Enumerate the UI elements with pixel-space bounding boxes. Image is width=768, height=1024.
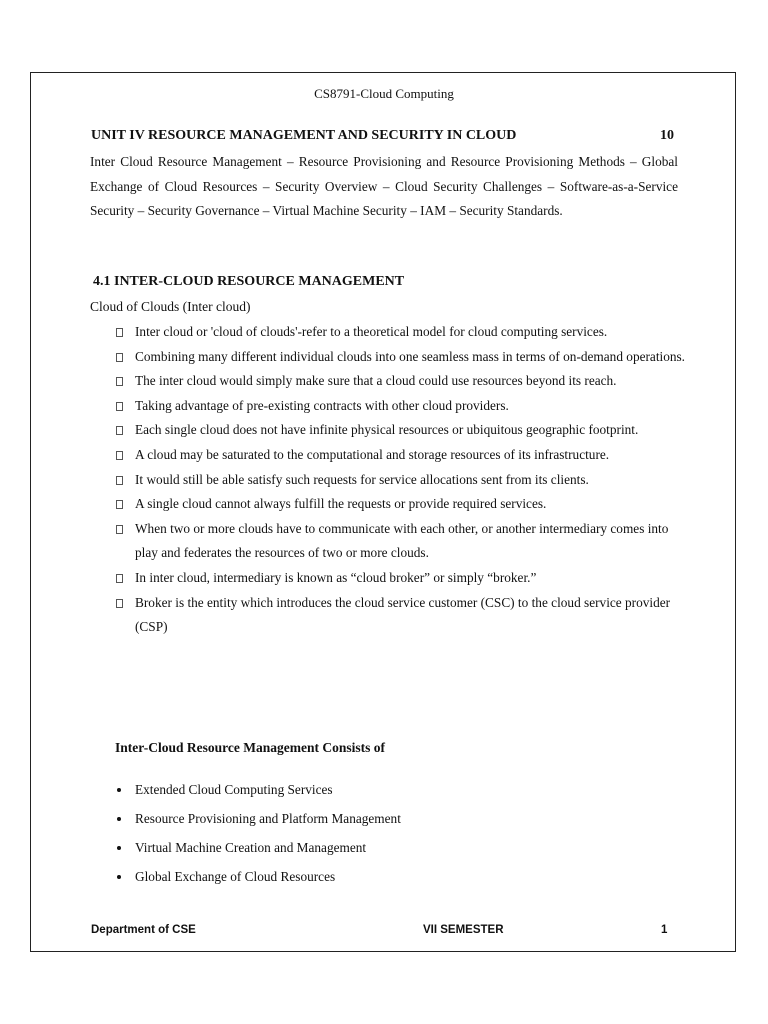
- footer-page-number: 1: [661, 924, 668, 936]
- list-item: [116, 492, 686, 517]
- checkbox-bullet-icon: [116, 328, 123, 337]
- list-item: [116, 345, 686, 370]
- bullet-dot-icon: [117, 875, 121, 879]
- checkbox-bullet-icon: [116, 574, 123, 583]
- list-item: [116, 517, 686, 566]
- list-item-text: It would still be able satisfy such requests for service allocations sent from its clients.: [135, 471, 589, 487]
- list-item: [116, 418, 686, 443]
- inter-cloud-bullet-list: [116, 320, 686, 640]
- list-item-text: Each single cloud does not have infinite physical resources or ubiquitous geographic footprint.: [135, 422, 639, 438]
- list-item-text: A single cloud cannot always fulfill the requests or provide required services.: [135, 496, 547, 512]
- list-item: [116, 320, 686, 345]
- list-item-text: Extended Cloud Computing Services: [135, 782, 333, 797]
- checkbox-bullet-icon: [116, 426, 123, 435]
- footer-department: Department of CSE: [91, 924, 196, 936]
- checkbox-bullet-icon: [116, 525, 123, 534]
- list-item: [116, 591, 686, 640]
- list-item-text: Broker is the entity which introduces the cloud service customer (CSC) to the cloud service provider (CSP): [135, 594, 671, 635]
- list-item: [116, 443, 686, 468]
- list-item: [116, 807, 401, 836]
- list-item-text: Resource Provisioning and Platform Management: [135, 811, 401, 826]
- checkbox-bullet-icon: [116, 476, 123, 485]
- course-header: CS8791-Cloud Computing: [314, 86, 454, 101]
- checkbox-bullet-icon: [116, 353, 123, 362]
- list-item-text: Taking advantage of pre-existing contracts with other cloud providers.: [135, 397, 509, 413]
- list-item: [116, 394, 686, 419]
- checkbox-bullet-icon: [116, 402, 123, 411]
- section-subheading: Cloud of Clouds (Inter cloud): [90, 299, 251, 314]
- checkbox-bullet-icon: [116, 500, 123, 509]
- bullet-dot-icon: [117, 788, 121, 792]
- consists-list: [116, 778, 401, 894]
- list-item: [116, 865, 401, 894]
- list-item-text: Global Exchange of Cloud Resources: [135, 869, 336, 884]
- checkbox-bullet-icon: [116, 377, 123, 386]
- unit-title: UNIT IV RESOURCE MANAGEMENT AND SECURITY IN CLOUD: [91, 128, 517, 143]
- consists-heading: Inter-Cloud Resource Management Consists of: [115, 740, 385, 755]
- list-item: [116, 369, 686, 394]
- checkbox-bullet-icon: [116, 451, 123, 460]
- section-heading: 4.1 INTER-CLOUD RESOURCE MANAGEMENT: [93, 274, 405, 289]
- list-item-text: When two or more clouds have to communicate with each other, or another intermediary comes into play and federates the resources of two or more clouds.: [135, 520, 669, 561]
- bullet-dot-icon: [117, 817, 121, 821]
- footer-semester: VII SEMESTER: [423, 924, 504, 936]
- list-item-text: Virtual Machine Creation and Management: [135, 840, 367, 855]
- list-item-text: Inter cloud or 'cloud of clouds'-refer to a theoretical model for cloud computing services.: [135, 324, 608, 339]
- list-item: [116, 468, 686, 493]
- checkbox-bullet-icon: [116, 599, 123, 608]
- unit-hours: 10: [660, 128, 674, 143]
- list-item-text: In inter cloud, intermediary is known as “cloud broker” or simply “broker.”: [135, 569, 537, 585]
- list-item: [116, 778, 401, 807]
- list-item: [116, 836, 401, 865]
- list-item-text: A cloud may be saturated to the computational and storage resources of its infrastructure.: [135, 446, 610, 462]
- bullet-dot-icon: [117, 846, 121, 850]
- list-item-text: The inter cloud would simply make sure that a cloud could use resources beyond its reach.: [135, 373, 617, 389]
- unit-syllabus: Inter Cloud Resource Management – Resource Provisioning and Resource Provisioning Methods – Global Exchange of Cloud Resources – Security Overview – Cloud Security Challenges – Software-as-a-Service Security – Security Governance – Virtual Machine Security – IAM – Security Standards.: [90, 154, 678, 219]
- list-item-text: Combining many different individual clouds into one seamless mass in terms of on-demand operations.: [135, 348, 686, 364]
- list-item: [116, 566, 686, 591]
